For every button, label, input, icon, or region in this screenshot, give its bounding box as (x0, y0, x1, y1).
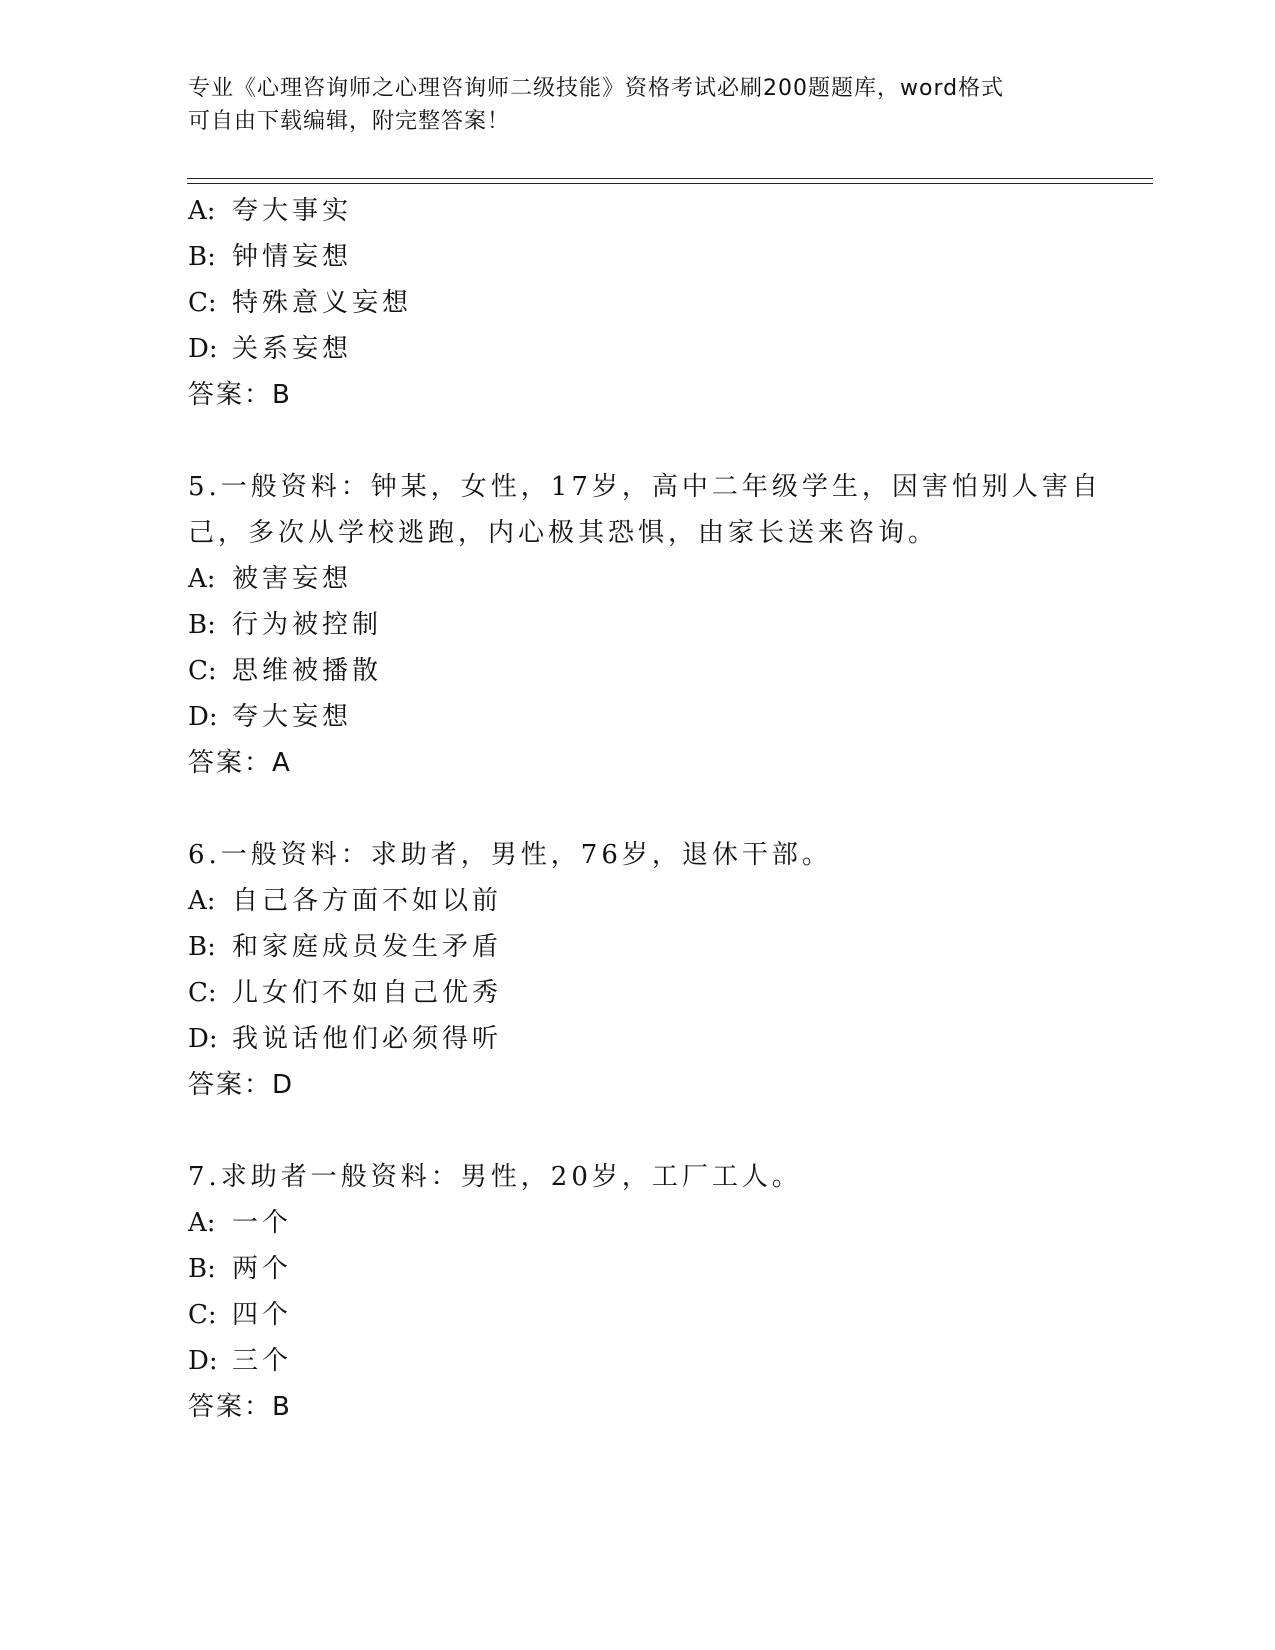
header-line-1: 专业《心理咨询师之心理咨询师二级技能》资格考试必刷200题题库，word格式 (188, 76, 1005, 101)
option-line (188, 1016, 1138, 1062)
document-header (188, 72, 1088, 138)
option-key: A: (188, 564, 216, 594)
option-line (188, 602, 1138, 648)
option-key: C: (188, 1300, 217, 1330)
option-key: B: (188, 932, 216, 962)
option-key: D: (188, 334, 218, 364)
option-key: D: (188, 1024, 218, 1054)
option-key: B: (188, 610, 216, 640)
question-text-line: 6.一般资料：求助者，男性，76岁，退休干部。 (188, 840, 832, 870)
question-text-line: 7.求助者一般资料：男性，20岁，工厂工人。 (188, 1162, 802, 1192)
option-line (188, 1246, 1138, 1292)
question-list (188, 188, 1138, 1430)
answer-line: 答案：A (188, 748, 292, 778)
option-text: 关系妄想 (232, 334, 353, 364)
option-text: 四个 (232, 1300, 293, 1330)
option-text: 我说话他们必须得听 (232, 1024, 503, 1054)
question-block (188, 188, 1138, 418)
option-text: 被害妄想 (232, 564, 353, 594)
option-text: 儿女们不如自己优秀 (232, 978, 503, 1008)
block-spacer (188, 418, 1138, 464)
option-key: A: (188, 196, 216, 226)
option-text: 和家庭成员发生矛盾 (232, 932, 503, 962)
option-text: 一个 (232, 1208, 293, 1238)
option-text: 两个 (232, 1254, 293, 1284)
block-spacer (188, 786, 1138, 832)
answer-line: 答案：B (188, 380, 292, 410)
option-line (188, 694, 1138, 740)
option-text: 行为被控制 (232, 610, 383, 640)
option-key: C: (188, 288, 217, 318)
option-line (188, 234, 1138, 280)
option-text: 三个 (232, 1346, 293, 1376)
option-text: 思维被播散 (232, 656, 383, 686)
option-key: D: (188, 1346, 218, 1376)
header-divider-bottom (187, 183, 1153, 184)
option-line (188, 556, 1138, 602)
option-line (188, 280, 1138, 326)
option-text: 夸大事实 (232, 196, 353, 226)
option-text: 特殊意义妄想 (232, 288, 413, 318)
option-text: 钟情妄想 (232, 242, 353, 272)
option-key: C: (188, 978, 217, 1008)
option-key: B: (188, 242, 216, 272)
option-text: 夸大妄想 (232, 702, 353, 732)
question-block (188, 832, 1138, 1108)
option-text: 自己各方面不如以前 (232, 886, 503, 916)
header-divider-top (187, 178, 1153, 179)
option-line (188, 924, 1138, 970)
answer-line: 答案：D (188, 1070, 295, 1100)
option-line (188, 970, 1138, 1016)
option-key: C: (188, 656, 217, 686)
header-line-2: 可自由下载编辑，附完整答案！ (188, 109, 511, 134)
option-key: D: (188, 702, 218, 732)
option-key: B: (188, 1254, 216, 1284)
question-block (188, 464, 1138, 786)
option-line (188, 1292, 1138, 1338)
question-block (188, 1154, 1138, 1430)
option-line (188, 878, 1138, 924)
question-text-line: 己，多次从学校逃跑，内心极其恐惧，由家长送来咨询。 (188, 518, 939, 548)
option-line (188, 188, 1138, 234)
option-line (188, 326, 1138, 372)
block-spacer (188, 1108, 1138, 1154)
option-key: A: (188, 1208, 216, 1238)
option-line (188, 648, 1138, 694)
option-line (188, 1338, 1138, 1384)
answer-line: 答案：B (188, 1392, 292, 1422)
option-key: A: (188, 886, 216, 916)
question-text-line: 5.一般资料：钟某，女性，17岁，高中二年级学生，因害怕别人害自 (188, 472, 1102, 502)
option-line (188, 1200, 1138, 1246)
